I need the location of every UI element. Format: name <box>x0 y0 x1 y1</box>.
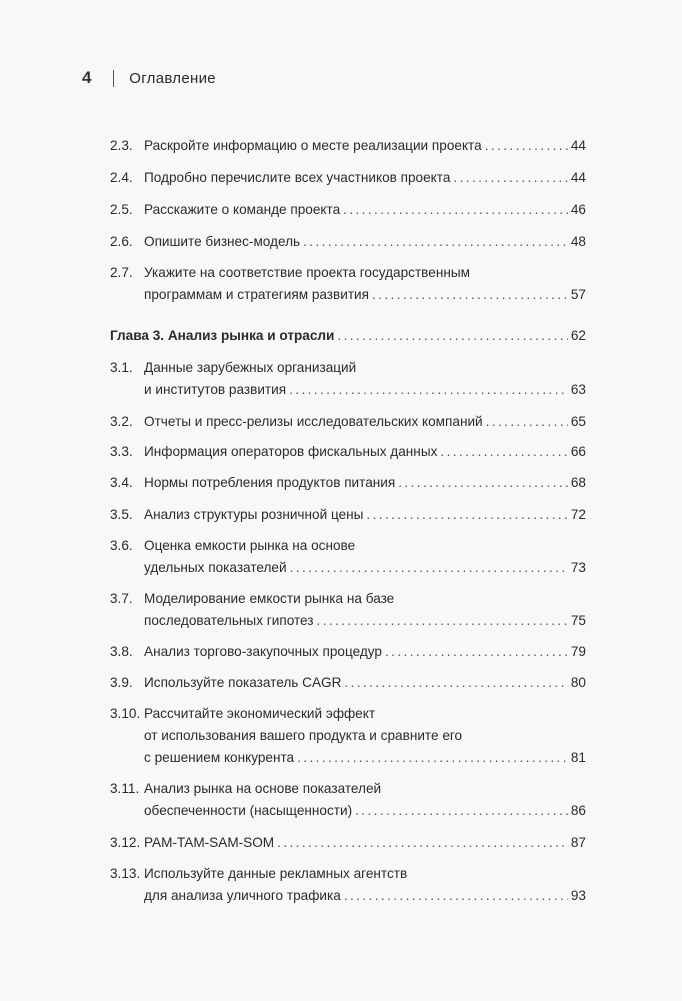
toc-entry[interactable] <box>110 411 586 433</box>
page-number: 4 <box>82 68 92 87</box>
toc-entry-number: 2.4. <box>110 170 133 185</box>
toc-entry-number: 3.3. <box>110 444 133 459</box>
toc-page-number: 46 <box>570 202 586 217</box>
dot-leader <box>344 672 567 694</box>
toc-entry[interactable] <box>110 703 586 769</box>
toc-entry-title-line: Анализ структуры розничной цены <box>144 507 364 522</box>
toc-entry-title-line: для анализа уличного трафика <box>144 888 341 903</box>
toc-entry[interactable] <box>110 231 586 253</box>
table-of-contents <box>110 135 586 907</box>
toc-entry-title-line: Информация операторов фискальных данных <box>144 444 438 459</box>
toc-entry-number: 2.3. <box>110 138 133 153</box>
toc-page-number: 80 <box>570 675 586 690</box>
dot-leader <box>486 411 568 433</box>
toc-entry[interactable] <box>110 863 586 907</box>
dot-leader <box>317 610 568 632</box>
toc-entry[interactable] <box>110 832 586 854</box>
dot-leader <box>344 885 568 907</box>
toc-entry[interactable] <box>110 167 586 189</box>
toc-entry[interactable] <box>110 135 586 157</box>
toc-page-number: 62 <box>570 328 586 343</box>
toc-page-number: 48 <box>570 234 586 249</box>
toc-entry-title-line: Глава 3. Анализ рынка и отрасли <box>110 328 335 343</box>
toc-entry-number: 3.12. <box>110 835 141 850</box>
toc-entry-number: 3.10. <box>110 706 141 721</box>
toc-entry-title-line: Анализ торгово-закупочных процедур <box>144 644 382 659</box>
toc-entry[interactable] <box>110 778 586 822</box>
toc-entry[interactable] <box>110 504 586 526</box>
toc-page-number: 63 <box>570 382 586 397</box>
toc-entry-title-line: Отчеты и пресс-релизы исследовательских компаний <box>144 414 483 429</box>
toc-entry-number: 3.1. <box>110 360 133 375</box>
dot-leader <box>355 800 568 822</box>
toc-entry-title-line: Подробно перечислите всех участников проекта <box>144 170 451 185</box>
toc-entry[interactable] <box>110 672 586 694</box>
toc-entry-number: 3.11. <box>110 781 140 796</box>
header-separator <box>113 70 115 87</box>
dot-leader <box>385 641 568 663</box>
toc-entry-number: 3.9. <box>110 675 133 690</box>
toc-entry-title-line: Используйте показатель CAGR <box>144 675 342 690</box>
toc-entry-title-line: Анализ рынка на основе показателей <box>144 781 382 796</box>
toc-entry-title-line: Опишите бизнес-модель <box>144 234 301 249</box>
toc-entry-title-line: обеспеченности (насыщенности) <box>144 803 353 818</box>
toc-entry-title-line: удельных показателей <box>144 560 287 575</box>
toc-entry-number: 3.8. <box>110 644 133 659</box>
dot-leader <box>343 199 568 221</box>
toc-entry-title-line: программам и стратегиям развития <box>144 287 370 302</box>
toc-entry[interactable] <box>110 641 586 663</box>
toc-entry-title-line: от использования вашего продукта и сравните его <box>144 728 463 743</box>
toc-entry-number: 3.5. <box>110 507 133 522</box>
toc-entry[interactable] <box>110 199 586 221</box>
dot-leader <box>372 284 568 306</box>
toc-entry-number: 3.7. <box>110 591 133 606</box>
toc-page-number: 73 <box>570 560 586 575</box>
toc-entry-title-line: Расскажите о команде проекта <box>144 202 341 217</box>
toc-entry-title-line: Укажите на соответствие проекта государственным <box>144 265 470 280</box>
toc-entry-title-line: Рассчитайте экономический эффект <box>144 706 376 721</box>
dot-leader <box>453 167 567 189</box>
toc-entry-title-line: и институтов развития <box>144 382 287 397</box>
toc-page-number: 72 <box>570 507 586 522</box>
toc-entry-number: 3.6. <box>110 538 133 553</box>
toc-page-number: 66 <box>570 444 586 459</box>
toc-entry-number: 3.4. <box>110 475 133 490</box>
toc-entry-title-line: Нормы потребления продуктов питания <box>144 475 396 490</box>
toc-entry-number: 3.2. <box>110 414 133 429</box>
dot-leader <box>366 504 567 526</box>
toc-page-number: 81 <box>570 750 586 765</box>
toc-entry-title-line: Используйте данные рекламных агентств <box>144 866 408 881</box>
toc-entry-title-line: с решением конкурента <box>144 750 295 765</box>
toc-page-number: 65 <box>570 414 586 429</box>
dot-leader <box>440 441 567 463</box>
toc-entry-title-line: Раскройте информацию о месте реализации проекта <box>144 138 482 153</box>
toc-entry[interactable] <box>110 262 586 306</box>
toc-entry-title-line: Моделирование емкости рынка на базе <box>144 591 395 606</box>
toc-page-number: 93 <box>570 888 586 903</box>
toc-entry-title-line: Оценка емкости рынка на основе <box>144 538 356 553</box>
dot-leader <box>337 325 567 347</box>
page-header <box>82 68 216 88</box>
toc-entry-number: 3.13. <box>110 866 141 881</box>
toc-page-number: 68 <box>570 475 586 490</box>
toc-entry-number: 2.7. <box>110 265 133 280</box>
toc-page-number: 87 <box>570 835 586 850</box>
dot-leader <box>303 231 568 253</box>
toc-chapter-heading[interactable] <box>110 325 586 347</box>
toc-page-number: 79 <box>570 644 586 659</box>
toc-entry-number: 2.5. <box>110 202 133 217</box>
toc-entry[interactable] <box>110 357 586 401</box>
dot-leader <box>398 472 568 494</box>
toc-page-number: 75 <box>570 613 586 628</box>
toc-page-number: 57 <box>570 287 586 302</box>
toc-entry-title-line: PAM-TAM-SAM-SOM <box>144 835 275 850</box>
dot-leader <box>277 832 568 854</box>
toc-page-number: 44 <box>570 138 586 153</box>
section-title: Оглавление <box>129 69 216 87</box>
toc-entry[interactable] <box>110 588 586 632</box>
toc-entry[interactable] <box>110 472 586 494</box>
dot-leader <box>290 557 568 579</box>
toc-entry-title-line: Данные зарубежных организаций <box>144 360 357 375</box>
dot-leader <box>485 135 568 157</box>
toc-entry[interactable] <box>110 441 586 463</box>
toc-page-number: 86 <box>570 803 586 818</box>
toc-entry-number: 2.6. <box>110 234 133 249</box>
toc-entry[interactable] <box>110 535 586 579</box>
dot-leader <box>289 379 568 401</box>
toc-page-number: 44 <box>570 170 586 185</box>
dot-leader <box>297 747 568 769</box>
toc-entry-title-line: последовательных гипотез <box>144 613 314 628</box>
